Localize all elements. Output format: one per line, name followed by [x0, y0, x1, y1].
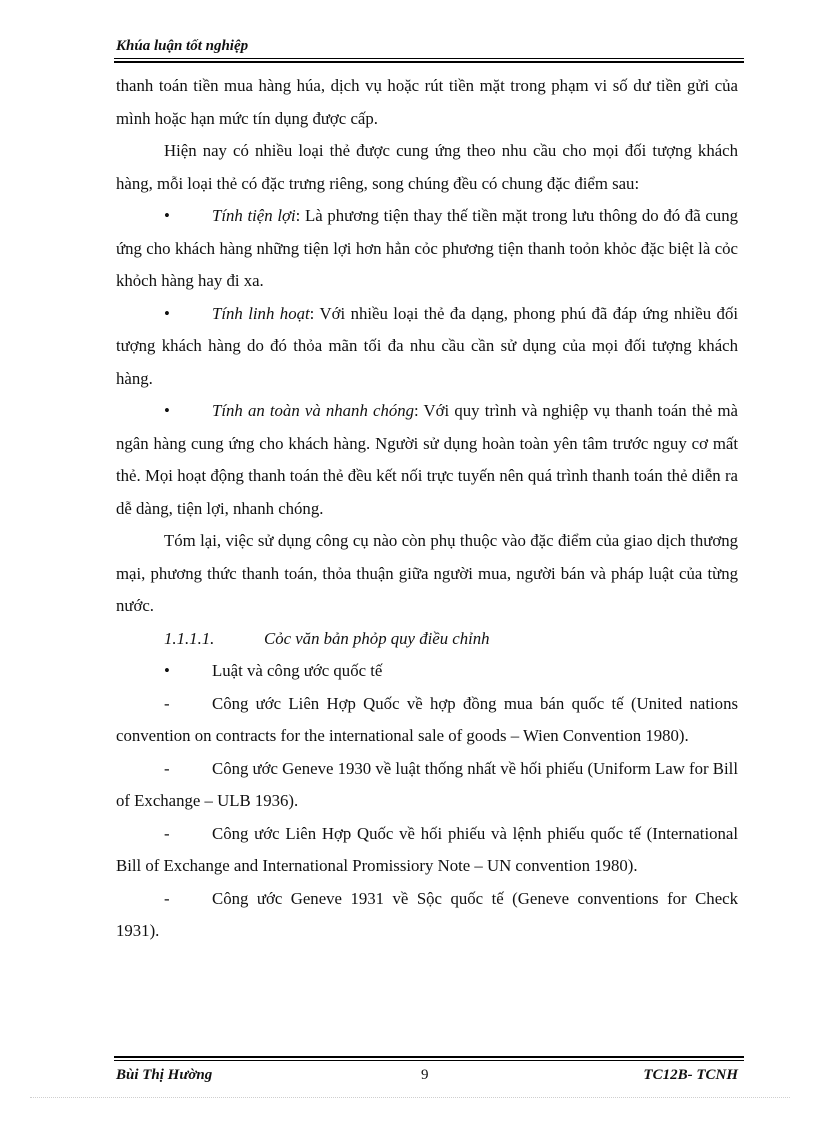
paragraph-continuation: thanh toán tiền mua hàng húa, dịch vụ hoặc rút tiền mặt trong phạm vi số dư tiền gửi của mình hoặc hạn mức tín dụng được cấp. — [116, 76, 738, 128]
header-rule-bottom — [114, 61, 744, 63]
dash-item-cisg — [116, 688, 738, 753]
dash-icon: - — [164, 823, 170, 843]
document-body — [116, 70, 738, 948]
dash-item-check — [116, 883, 738, 948]
footer-author: Bùi Thị Hường — [116, 1067, 213, 1083]
dash-text: Công ước Geneve 1931 về Sộc quốc tế (Geneve conventions for Check 1931). — [116, 888, 738, 940]
dash-icon: - — [164, 758, 170, 778]
paragraph-card-types: Hiện nay có nhiều loại thẻ được cung ứng theo nhu cầu cho mọi đối tượng khách hàng, mỗi loại thẻ có đặc trưng riêng, song chúng đều có chung đặc điểm sau: — [116, 141, 738, 193]
bullet-text: : Là phương tiện thay thế tiền mặt trong lưu thông do đó đã cung ứng cho khách hàng những tiện lợi hơn hẳn cỏc phương tiện thanh toỏn khỏc đặc biệt là cỏc khỏch hàng hay đi xa. — [116, 206, 738, 290]
bullet-term: Tính tiện lợi — [212, 206, 296, 225]
bullet-international-law — [116, 655, 738, 688]
dash-text: Công ước Geneve 1930 về luật thống nhất về hối phiếu (Uniform Law for Bill of Exchange – ULB 1936). — [116, 758, 738, 810]
bullet-text: : Với nhiều loại thẻ đa dạng, phong phú đã đáp ứng nhiều đối tượng khách hàng do đó thỏa mãn tối đa nhu cầu cần sử dụng của mọi đối tượng khách hàng. — [116, 303, 739, 388]
dash-icon: - — [164, 693, 170, 713]
bullet-icon: • — [164, 401, 170, 420]
dash-item-un-bill — [116, 818, 738, 883]
bullet-term: Tính an toàn và nhanh chóng — [212, 401, 415, 420]
section-number: 1.1.1.1. — [164, 628, 215, 648]
dash-text: Công ước Liên Hợp Quốc về hợp đồng mua bán quốc tế (United nations convention on contracts for the international sale of goods – Wien Convention 1980). — [116, 693, 738, 745]
bullet-flexibility — [116, 298, 738, 396]
bullet-term: Tính linh hoạt — [212, 303, 310, 323]
section-heading — [116, 623, 738, 656]
page-number: 9 — [421, 1067, 429, 1083]
page-edge-divider — [30, 1097, 790, 1098]
bullet-icon: • — [164, 661, 170, 680]
footer-rule-top — [114, 1056, 744, 1058]
dash-text: Công ước Liên Hợp Quốc về hối phiếu và lệnh phiếu quốc tế (International Bill of Exchange and International Promissiory Note – UN convention 1980). — [116, 823, 738, 875]
header-rule-top — [114, 58, 744, 59]
dash-item-ulb — [116, 753, 738, 818]
section-title: Cỏc văn bản phỏp quy điều chỉnh — [264, 628, 490, 648]
footer-class: TC12B- TCNH — [643, 1067, 738, 1083]
bullet-icon: • — [164, 206, 170, 225]
bullet-text: : Với quy trình và nghiệp vụ thanh toán thẻ mà ngân hàng cung ứng cho khách hàng. Người sử dụng hoàn toàn yên tâm trước nguy cơ mất thẻ. Mọi hoạt động thanh toán thẻ đều kết nối trực tuyến nên quá trình thanh toán thẻ diễn ra dễ dàng, tiện lợi, nhanh chóng. — [116, 401, 738, 518]
bullet-text: Luật và công ước quốc tế — [212, 661, 383, 680]
dash-icon: - — [164, 888, 170, 908]
bullet-convenience — [116, 200, 738, 298]
bullet-icon: • — [164, 303, 170, 323]
header-title: Khúa luận tốt nghiệp — [116, 38, 249, 54]
paragraph-summary: Tóm lại, việc sử dụng công cụ nào còn phụ thuộc vào đặc điểm của giao dịch thương mại, phương thức thanh toán, thỏa thuận giữa người mua, người bán và pháp luật của từng nước. — [116, 531, 738, 615]
bullet-safety — [116, 395, 738, 525]
footer-rule-bottom — [114, 1060, 744, 1061]
